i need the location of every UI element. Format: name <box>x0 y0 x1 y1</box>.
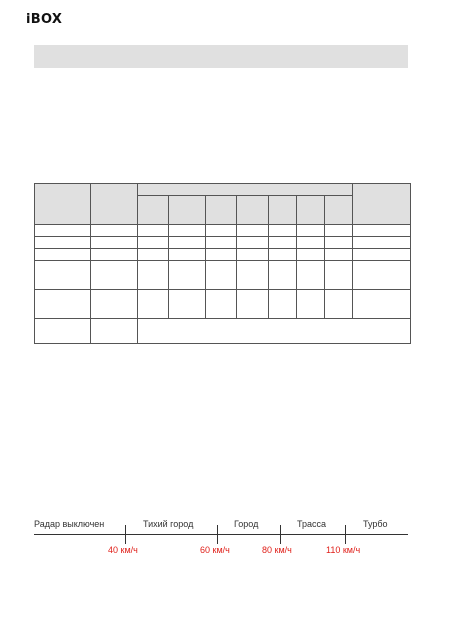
scale-tick <box>125 525 126 544</box>
table-merged-cell <box>137 319 410 344</box>
speed-threshold-60: 60 км/ч <box>200 545 230 555</box>
table-cell <box>137 237 168 249</box>
table-cell <box>269 249 297 261</box>
table-cell <box>269 237 297 249</box>
table-cell <box>297 237 325 249</box>
table-header-cell <box>90 184 137 225</box>
table-header-group-cell <box>137 184 352 196</box>
spec-table <box>34 183 411 344</box>
table-cell <box>325 290 353 319</box>
table-row <box>35 319 411 344</box>
section-header-bar <box>34 45 408 68</box>
table-cell <box>90 249 137 261</box>
table-cell <box>205 249 237 261</box>
scale-axis-line <box>34 534 408 535</box>
table-header-cell <box>269 196 297 225</box>
speed-threshold-80: 80 км/ч <box>262 545 292 555</box>
table-cell <box>35 319 91 344</box>
table-header-cell <box>297 196 325 225</box>
table-cell <box>297 290 325 319</box>
table-cell <box>353 225 411 237</box>
table-cell <box>35 237 91 249</box>
table-row <box>35 290 411 319</box>
table-row <box>35 261 411 290</box>
table-cell <box>237 237 269 249</box>
table-cell <box>325 237 353 249</box>
table-header-cell <box>168 196 205 225</box>
table-cell <box>205 290 237 319</box>
table-cell <box>269 290 297 319</box>
table-cell <box>137 261 168 290</box>
table-row <box>35 237 411 249</box>
table-cell <box>269 225 297 237</box>
table-cell <box>90 237 137 249</box>
table-header-cell <box>325 196 353 225</box>
table-cell <box>353 290 411 319</box>
table-cell <box>353 237 411 249</box>
table-cell <box>237 225 269 237</box>
mode-label-turbo: Турбо <box>363 519 388 529</box>
table-cell <box>237 249 269 261</box>
table-cell <box>90 261 137 290</box>
table-cell <box>237 261 269 290</box>
table-cell <box>35 261 91 290</box>
table-header-row <box>35 184 411 196</box>
table-header-cell <box>137 196 168 225</box>
table-header-cell <box>205 196 237 225</box>
table-cell <box>205 237 237 249</box>
scale-tick <box>217 525 218 544</box>
table-header-cell <box>35 184 91 225</box>
scale-tick <box>345 525 346 544</box>
table-cell <box>35 249 91 261</box>
table-cell <box>269 261 297 290</box>
table-cell <box>90 290 137 319</box>
table-cell <box>168 249 205 261</box>
table-cell <box>205 225 237 237</box>
table-cell <box>90 319 137 344</box>
table-cell <box>353 261 411 290</box>
table-cell <box>137 249 168 261</box>
table-cell <box>237 290 269 319</box>
table-cell <box>168 237 205 249</box>
table-cell <box>325 225 353 237</box>
table-header-cell <box>353 184 411 225</box>
speed-mode-scale <box>34 518 408 568</box>
speed-threshold-40: 40 км/ч <box>108 545 138 555</box>
speed-threshold-110: 110 км/ч <box>326 545 361 555</box>
table-cell <box>35 225 91 237</box>
table-header-cell <box>237 196 269 225</box>
table-cell <box>137 290 168 319</box>
mode-label-radar-off: Радар выключен <box>34 519 105 529</box>
mode-label-highway: Трасса <box>297 519 327 529</box>
table-cell <box>353 249 411 261</box>
table-cell <box>297 261 325 290</box>
table-cell <box>35 290 91 319</box>
table-cell <box>297 225 325 237</box>
table-cell <box>205 261 237 290</box>
scale-tick <box>280 525 281 544</box>
mode-label-quiet-city: Тихий город <box>143 519 194 529</box>
table-cell <box>297 249 325 261</box>
table-cell <box>325 249 353 261</box>
ibox-logo: iBOX <box>26 12 63 27</box>
table-cell <box>325 261 353 290</box>
table-cell <box>90 225 137 237</box>
table-cell <box>168 225 205 237</box>
table-cell <box>168 261 205 290</box>
table-cell <box>168 290 205 319</box>
table-row <box>35 225 411 237</box>
mode-label-city: Город <box>234 519 259 529</box>
table-row <box>35 249 411 261</box>
table-cell <box>137 225 168 237</box>
